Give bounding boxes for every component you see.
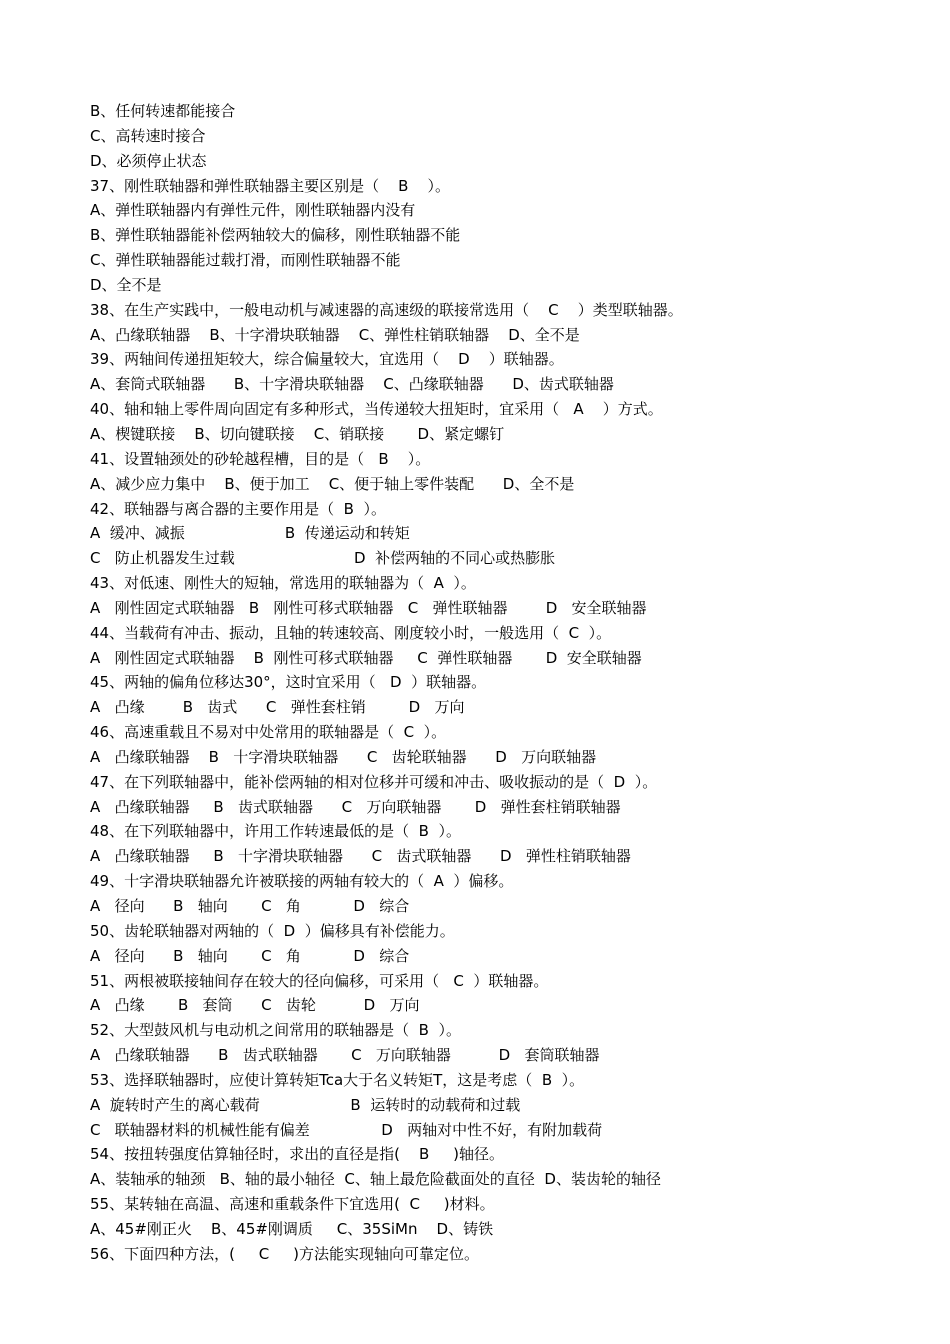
option-line: A 凸缘 B 套筒 C 齿轮 D 万向 [90,996,420,1015]
option-line: A、凸缘联轴器 B、十字滑块联轴器 C、弹性柱销联轴器 D、全不是 [90,325,580,344]
question-54: 54、按扭转强度估算轴径时，求出的直径是指( B )轴径。 [90,1145,504,1164]
question-55: 55、某转轴在高温、高速和重载条件下宜选用( C )材料。 [90,1195,495,1214]
option-line: A、弹性联轴器内有弹性元件，刚性联轴器内没有 [90,201,416,220]
question-46: 46、高速重载且不易对中处常用的联轴器是（ C ）。 [90,723,447,742]
text-line: D、必须停止状态 [90,151,207,170]
option-line: A 凸缘联轴器 B 十字滑块联轴器 C 齿轮联轴器 D 万向联轴器 [90,747,597,766]
question-42: 42、联轴器与离合器的主要作用是（ B ）。 [90,499,386,518]
option-line: A、45#刚正火 B、45#刚调质 C、35SiMn D、铸铁 [90,1219,494,1238]
option-line: B、弹性联轴器能补偿两轴较大的偏移，刚性联轴器不能 [90,226,461,245]
option-line: C 防止机器发生过载 D 补偿两轴的不同心或热膨胀 [90,549,556,568]
question-52: 52、大型鼓风机与电动机之间常用的联轴器是（ B ）。 [90,1021,461,1040]
option-line: A 径向 B 轴向 C 角 D 综合 [90,897,410,915]
question-39: 39、两轴间传递扭矩较大，综合偏量较大，宜选用（ D ）联轴器。 [90,350,564,369]
option-line: A 刚性固定式联轴器 B 刚性可移式联轴器 C 弹性联轴器 D 安全联轴器 [90,648,642,667]
question-45: 45、两轴的偏角位移达30°，这时宜采用（ D ）联轴器。 [90,673,487,692]
question-50: 50、齿轮联轴器对两轴的（ D ）偏移具有补偿能力。 [90,921,455,940]
option-line: A 凸缘联轴器 B 齿式联轴器 C 万向联轴器 D 弹性套柱销联轴器 [90,797,621,816]
option-line: A 凸缘联轴器 B 齿式联轴器 C 万向联轴器 D 套筒联轴器 [90,1046,600,1065]
question-49: 49、十字滑块联轴器允许被联接的两轴有较大的（ A ）偏移。 [90,872,514,891]
text-line: B、任何转速都能接合 [90,102,236,120]
question-44: 44、当载荷有冲击、振动，且轴的转速较高、刚度较小时，一般选用（ C ）。 [90,623,612,642]
option-line: A 凸缘 B 齿式 C 弹性套柱销 D 万向 [90,698,465,717]
option-line: A 旋转时产生的离心载荷 B 运转时的动载荷和过载 [90,1095,521,1114]
option-line: A、减少应力集中 B、便于加工 C、便于轴上零件装配 D、全不是 [90,474,575,493]
option-line: A 径向 B 轴向 C 角 D 综合 [90,946,410,965]
option-line: A 刚性固定式联轴器 B 刚性可移式联轴器 C 弹性联轴器 D 安全联轴器 [90,598,647,617]
question-53: 53、选择联轴器时，应使计算转矩Tca大于名义转矩T，这是考虑（ B ）。 [90,1070,585,1089]
question-40: 40、轴和轴上零件周向固定有多种形式，当传递较大扭矩时，宜采用（ A ）方式。 [90,400,663,419]
option-line: A、套筒式联轴器 B、十字滑块联轴器 C、凸缘联轴器 D、齿式联轴器 [90,375,614,394]
question-56: 56、下面四种方法，( C )方法能实现轴向可靠定位。 [90,1244,479,1263]
option-line: C 联轴器材料的机械性能有偏差 D 两轴对中性不好，有附加载荷 [90,1120,603,1139]
question-38: 38、在生产实践中，一般电动机与减速器的高速级的联接常选用（ C ）类型联轴器。 [90,300,683,319]
option-line: D、全不是 [90,275,162,294]
question-47: 47、在下列联轴器中，能补偿两轴的相对位移并可缓和冲击、吸收振动的是（ D ）。 [90,772,658,791]
option-line: A、楔键联接 B、切向键联接 C、销联接 D、紧定螺钉 [90,424,505,443]
question-48: 48、在下列联轴器中，许用工作转速最低的是（ B ）。 [90,822,461,841]
question-37: 37、刚性联轴器和弹性联轴器主要区别是（ B ）。 [90,176,451,195]
option-line: A 缓冲、减振 B 传递运动和转矩 [90,524,410,543]
question-41: 41、设置轴颈处的砂轮越程槽，目的是（ B ）。 [90,449,431,468]
question-43: 43、对低速、刚性大的短轴，常选用的联轴器为（ A ）。 [90,574,476,593]
question-text-body [90,99,910,1267]
option-line: A 凸缘联轴器 B 十字滑块联轴器 C 齿式联轴器 D 弹性柱销联轴器 [90,847,631,866]
text-line: C、高转速时接合 [90,126,206,145]
option-line: A、装轴承的轴颈 B、轴的最小轴径 C、轴上最危险截面处的直径 D、装齿轮的轴径 [90,1170,661,1189]
question-51: 51、两根被联接轴间存在较大的径向偏移，可采用（ C ）联轴器。 [90,971,549,990]
option-line: C、弹性联轴器能过载打滑，而刚性联轴器不能 [90,251,401,270]
